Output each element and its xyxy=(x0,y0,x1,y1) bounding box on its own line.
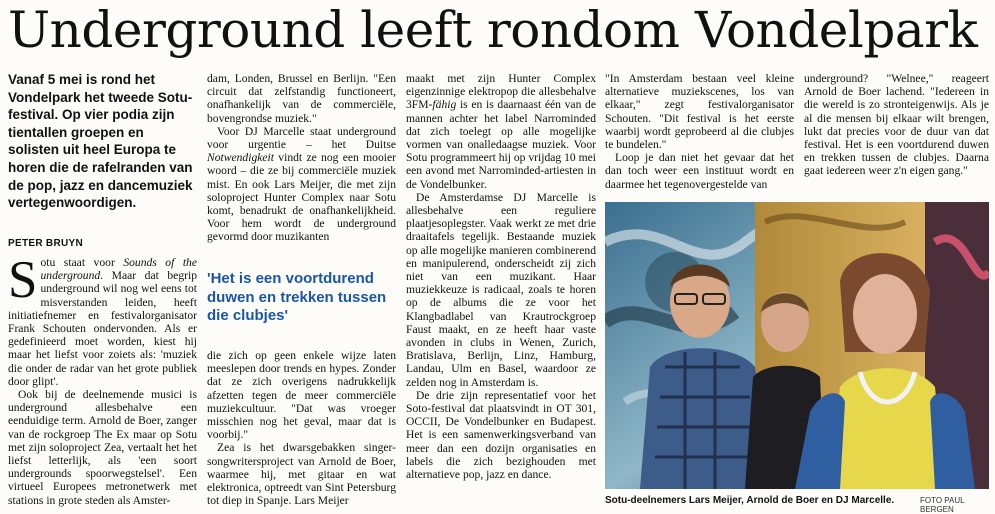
column-3 xyxy=(406,72,596,481)
paragraph: dam, Londen, Brussel en Berlijn. "Een circuit dat zelfstandig functioneert, onafhankelijk van de commerciële, bovengrondse muziek." xyxy=(207,72,396,125)
drop-cap: S xyxy=(8,251,38,309)
photo-credit: FOTO PAUL BERGEN xyxy=(920,496,965,514)
column-4 xyxy=(605,72,794,191)
paragraph: De Amsterdamse DJ Marcelle is allesbehalve een reguliere plaatjesoplegster. Vaak werkt ze met drie draaitafels tegelijk. Bestaande muziek op alle mogelijke manieren combinerend en manipulerend, onderscheidt zij zich niet van een muzikant. Haar muziekkeuze is radicaal, zoals te horen op de albums die ze voor het Klangbadlabel van Krautrockgroep Faust maakt, en ze heeft haar vaste avonden in clubs in Wenen, Zurich, Bratislava, Berlijn, Linz, Hamburg, Landau, Ulm en Basel, waardoor ze zelden nog in Amsterdam is. xyxy=(406,190,596,389)
paragraph: Ook bij de deelnemende musici is underground allesbehalve een eenduidige term. Arnold de Boer, zanger van de rockgroep The Ex maar op Sotu met zijn soloproject Zea, vertaalt het het liefst letterlijk, als 'een soort undergrounds spoorwegstelsel'. Een virtueel Europees metronetwerk met stations in grote steden als Amster- xyxy=(8,388,197,507)
pull-quote: 'Het is een voortdurend duwen en trekken tussen die clubjes' xyxy=(207,270,387,324)
paragraph: die zich op geen enkele wijze laten meeslepen door trends en hypes. Zonder dat ze zich overigens nadrukkelijk afzetten tegen de meer commerciële muziekcultuur. "Dat was vroeger misschien nog het geval, maar dat is voorbij." xyxy=(207,349,396,442)
column-2-bottom xyxy=(207,349,396,507)
paragraph: Loop je dan niet het gevaar dat het dan toch weer een instituut wordt en daarmee het tegenovergestelde van xyxy=(605,151,794,191)
paragraph: Voor DJ Marcelle staat underground voor urgentie – het Duitse Notwendigkeit vindt ze nog een mooier woord – die ze bij commerciële muziek mist. En ook Lars Meijer, die met zijn soloproject Hunter Complex naar Sotu komt, benadrukt de onafhankelijkheid. Voor hem wordt de underground gevormd door muzikanten xyxy=(207,124,396,244)
paragraph: underground? "Welnee," reageert Arnold de Boer lachend. "Iedereen in die wereld is zo stronteigenwijs. Als je al die mensen bij elkaar wilt brengen, lukt dat precies voor de duur van dat festival. Het is een voortdurend duwen en trekken tussen de clubjes. Daarna gaat iedereen weer z'n eigen gang." xyxy=(804,72,989,178)
headline: Underground leeft rondom Vondelpark xyxy=(8,1,978,59)
intro-lead: Vanaf 5 mei is rond het Vondelpark het tweede Sotu-festival. Op vier podia zijn tientallen groepen en solisten uit heel Europa te horen die de rafelranden van de pop, jazz en dancemuziek vertegenwoordigen. xyxy=(8,72,193,211)
paragraph: maakt met zijn Hunter Complex eigenzinnige elektropop die allesbehalve 3FM-fähig is en is daarnaast één van de mannen achter het label Narrominded dat zich toelegt op alle mogelijke vormen van onalledaagse muziek. Voor Sotu programmeert hij op vrijdag 10 mei een avond met Narrominded-artiesten in de Vondelbunker. xyxy=(406,72,596,191)
paragraph: Zea is het dwarsgebakken singer-songwritersproject van Arnold de Boer, waarmee hij, met gitaar en wat elektronica, optreedt van Sint Petersburg tot diep in Spanje. Lars Meijer xyxy=(207,441,396,508)
paragraph: Sotu staat voor Sounds of the underground. Maar dat begrip underground wil nog wel eens tot misverstanden leiden, heeft initiatiefnemer en festivalorganisator Frank Schouten ondervonden. Als er gedefinieerd moet worden, kiest hij maar het liefst voor zoiets als: 'muziek die onder de radar van het grote publiek door glipt'. xyxy=(8,251,197,388)
column-5 xyxy=(804,72,989,178)
byline: PETER BRUYN xyxy=(8,238,83,249)
column-2-top xyxy=(207,72,396,244)
column-1 xyxy=(8,251,197,507)
photo-caption: Sotu-deelnemers Lars Meijer, Arnold de Boer en DJ Marcelle. xyxy=(605,495,895,506)
paragraph: "In Amsterdam bestaan veel kleine alternatieve muziekscenes, los van elkaar," zegt festivalorganisator Schouten. "Dit festival is het eerste waarbij wordt geprobeerd al die clubjes te bundelen." xyxy=(605,72,794,152)
article-photo xyxy=(605,202,989,489)
photo-illustration xyxy=(605,202,989,489)
paragraph: De drie zijn representatief voor het Soto-festival dat plaatsvindt in OT 301, OCCII, De Vondelbunker en Budapest. Het is een samenwerkingsverband van meer dan een dozijn organisaties en labels die zich bezighouden met alternatieve pop, jazz en dance. xyxy=(406,388,596,482)
